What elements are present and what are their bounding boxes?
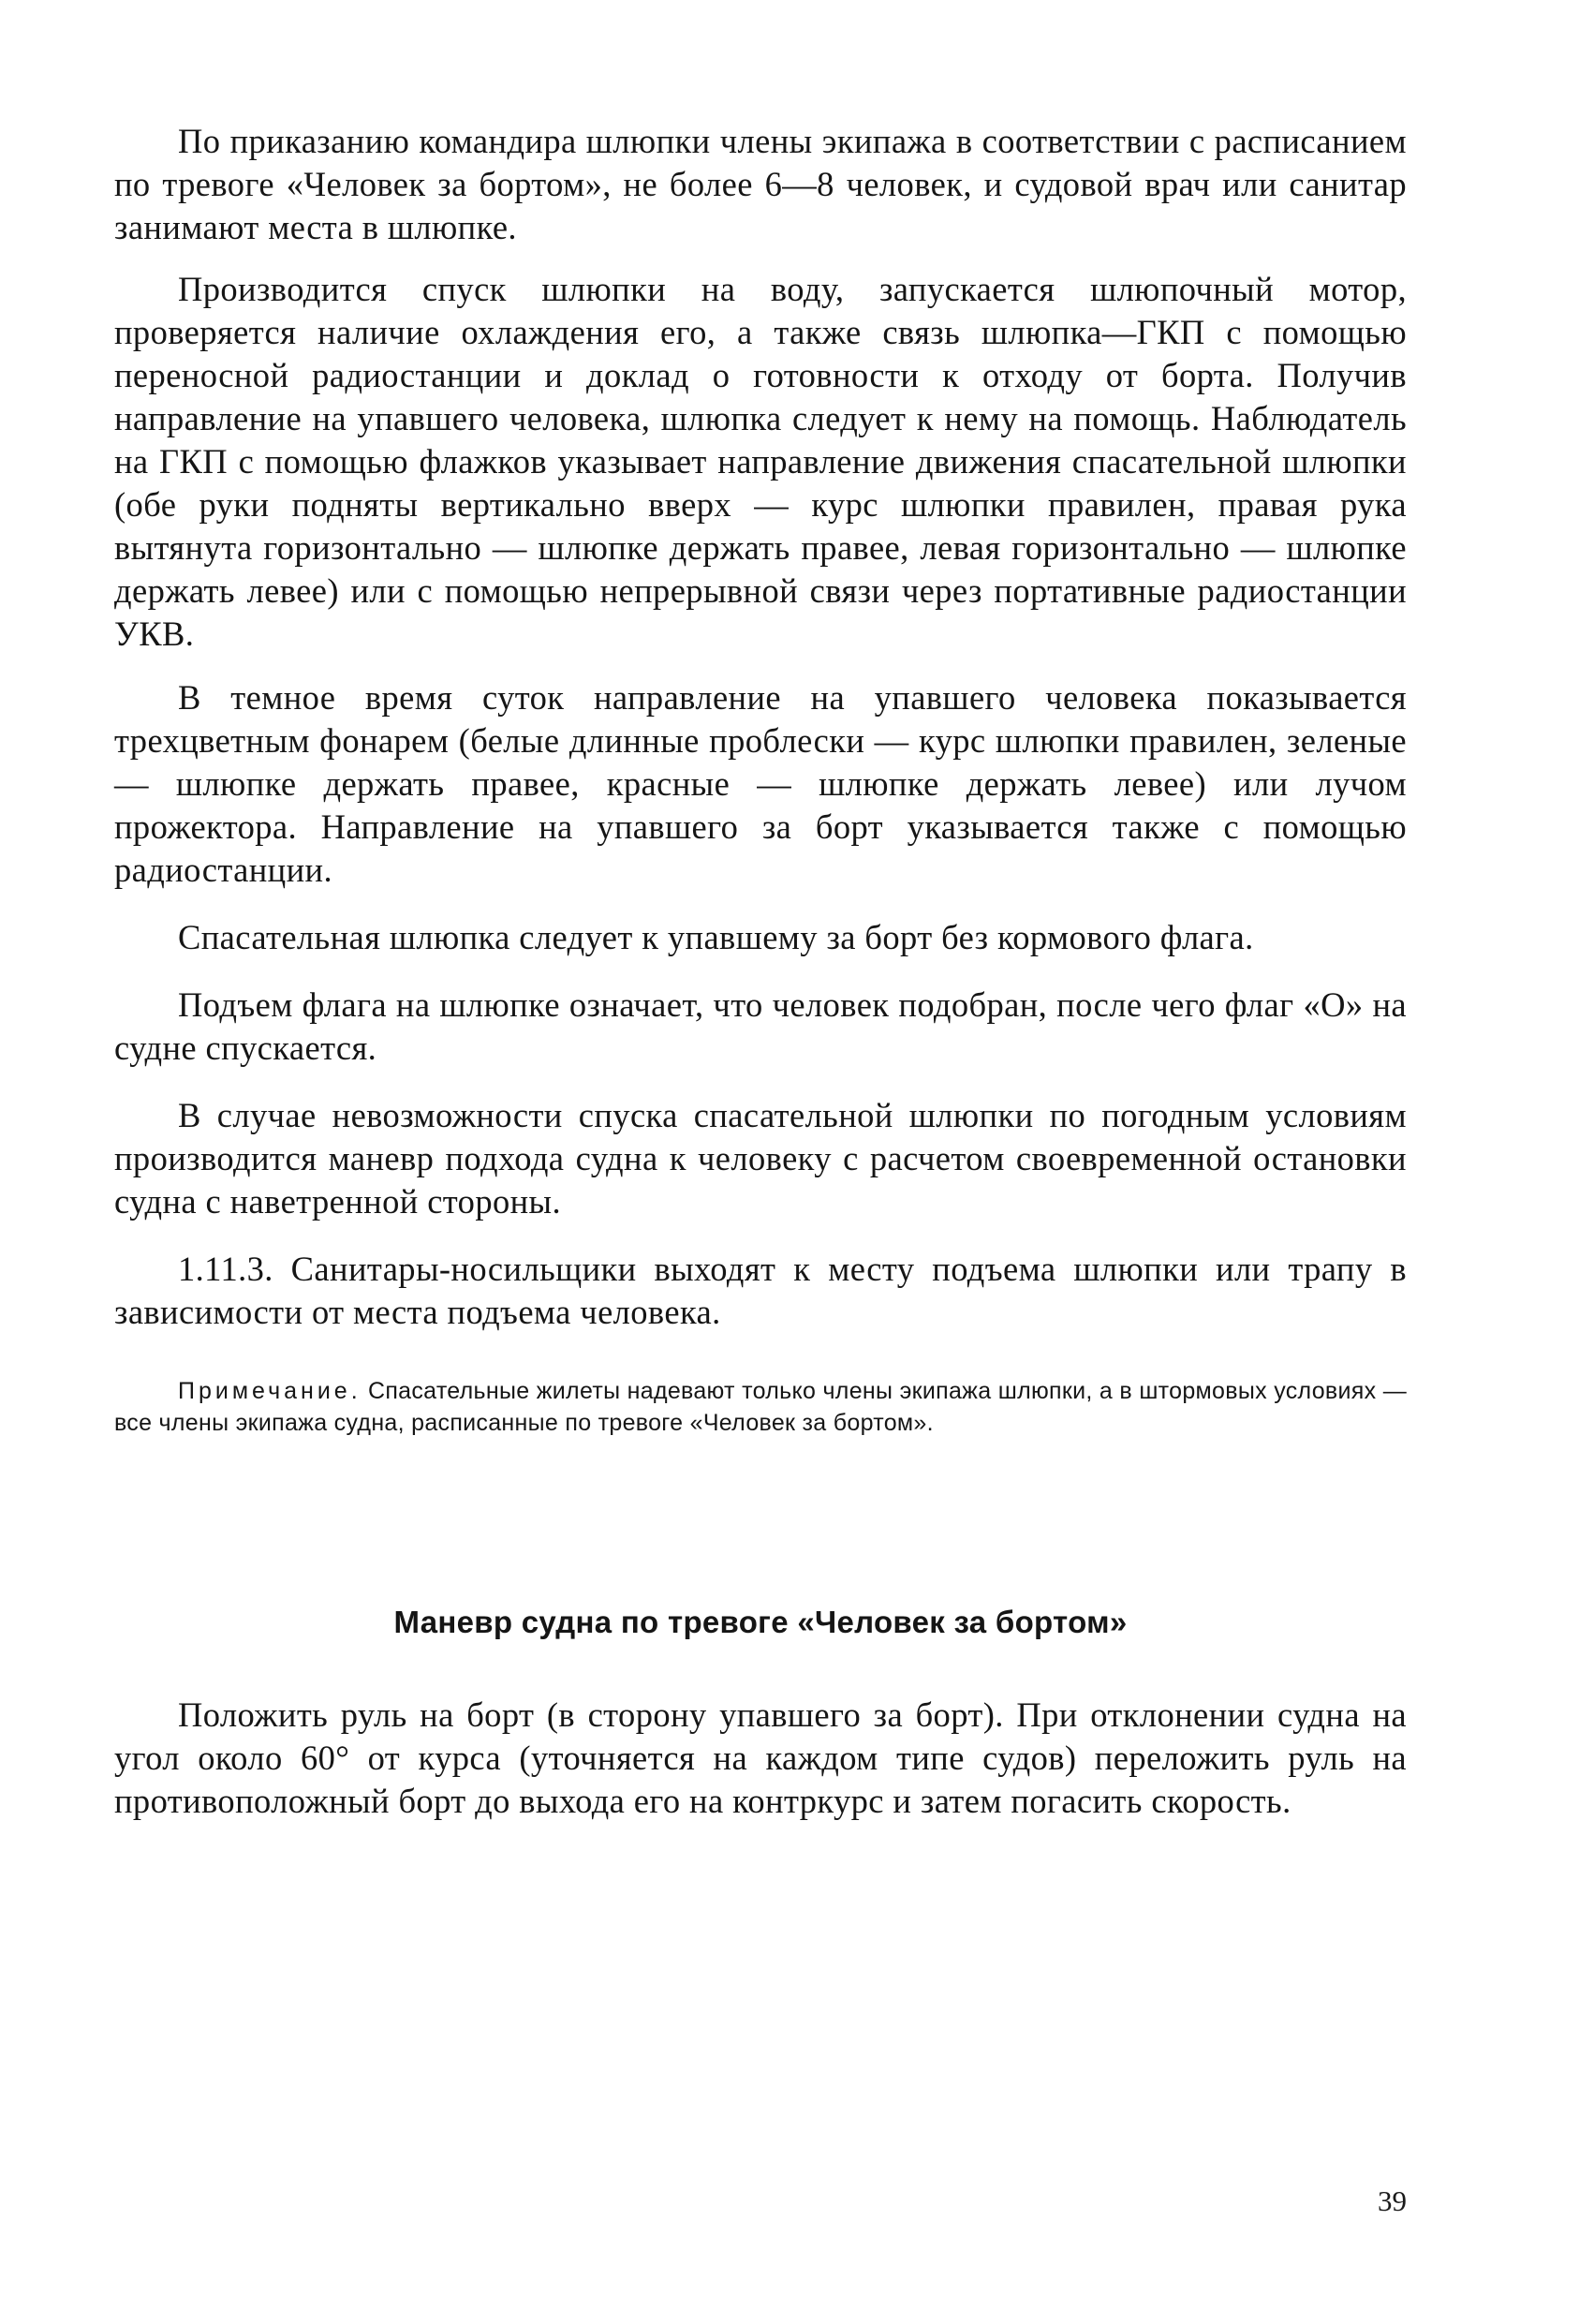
paragraph-night-signals: В темное время суток направление на упавшего человека показывается трехцветным фонарем (белые длинные проблески — курс шлюпки правилен, зеленые — шлюпке держать правее, красные — шлюпке держать левее) или лучом прожектора. Направление на упавшего за борт указывается также с помощью радиостанции.: [114, 678, 1407, 889]
paragraph-weather-maneuver: В случае невозможности спуска спасательной шлюпки по погодным условиям производится маневр подхода судна к человеку с расчетом своевременной остановки судна с наветренной стороны.: [114, 1096, 1407, 1221]
document-page: [114, 120, 1407, 1823]
note: [114, 1375, 1407, 1439]
section-heading: Маневр судна по тревоге «Человек за бортом»: [393, 1605, 1128, 1639]
paragraph-flag-raise: Подъем флага на шлюпке означает, что человек подобран, после чего флаг «О» на судне спускается.: [114, 985, 1407, 1067]
paragraph-rudder-maneuver: Положить руль на борт (в сторону упавшего за борт). При отклонении судна на угол около 60° от курса (уточняется на каждом типе судов) переложить руль на противоположный борт до выхода его на контркурс и затем погасить скорость.: [114, 1695, 1407, 1820]
paragraph-stern-flag: Спасательная шлюпка следует к упавшему за борт без кормового флага.: [178, 918, 1254, 956]
paragraph-boat-crew: По приказанию командира шлюпки члены экипажа в соответствии с расписанием по тревоге «Человек за бортом», не более 6—8 человек, и судовой врач или санитар занимают места в шлюпке.: [114, 122, 1407, 246]
paragraph-stretcher-bearers: 1.11.3. Санитары-носильщики выходят к месту подъема шлюпки или трапу в зависимости от места подъема человека.: [114, 1250, 1407, 1331]
paragraph-boat-launch: Производится спуск шлюпки на воду, запускается шлюпочный мотор, проверяется наличие охлаждения его, а также связь шлюпка—ГКП с помощью переносной радиостанции и доклад о готовности к отходу от борта. Получив направление на упавшего человека, шлюпка следует к нему на помощь. Наблюдатель на ГКП с помощью флажков указывает направление движения спасательной шлюпки (обе руки подняты вертикально вверх — курс шлюпки правилен, правая рука вытянута горизонтально — шлюпке держать правее, левая горизонтально — шлюпке держать левее) или с помощью непрерывной связи через портативные радиостанции УКВ.: [114, 270, 1407, 653]
note-text: Спасательные жилеты надевают только члены экипажа шлюпки, а в штормовых условиях — все члены экипажа судна, расписанные по тревоге «Человек за бортом».: [114, 1378, 1407, 1436]
page-number: 39: [1378, 2184, 1407, 2217]
note-label: Примечание.: [178, 1378, 362, 1404]
